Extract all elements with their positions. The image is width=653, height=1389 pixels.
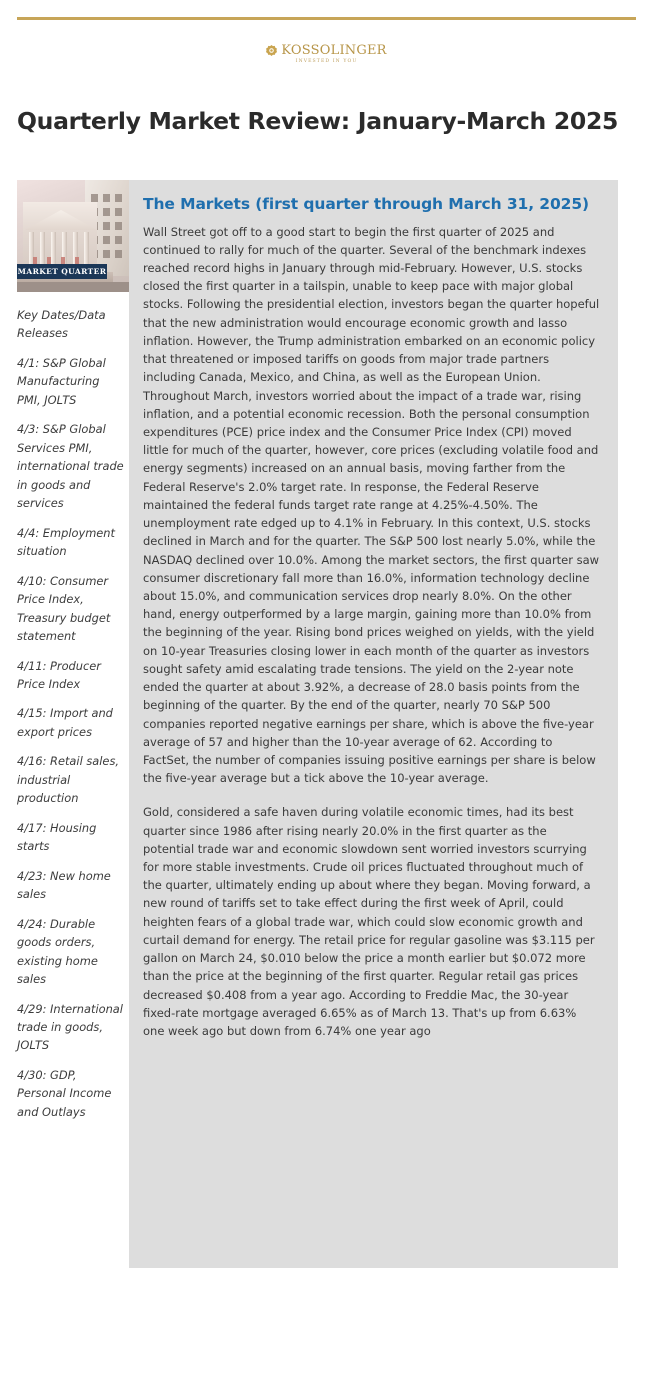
sidebar xyxy=(17,180,129,1132)
list-item: 4/1: S&P Global Manufacturing PMI, JOLTS xyxy=(17,355,106,407)
article-paragraph: Gold, considered a safe haven during volatile economic times, had its best quarter since 1986 after rising nearly 20.0% in the first quarter as the potential trade war and economic slowdown sent worried investors scurrying for more stable investments. Crude oil prices fluctuated throughout much of the quarter, ultimately ending up about where they began. Moving forward, a new round of tariffs set to take effect during the first week of April, could heighten fears of a global trade war, which could slow economic growth and curtail demand for energy. The retail price for regular gasoline was $3.115 per gallon on March 24, $0.010 below the price a month earlier but $0.072 more than the price at the beginning of the first quarter. Regular retail gas prices decreased $0.408 from a year ago. According to Freddie Mac, the 30-year fixed-rate mortgage averaged 6.65% as of March 13. That's up from 6.63% one week ago but down from 6.74% one year ago xyxy=(143,805,595,1039)
brand-logo[interactable] xyxy=(0,44,653,66)
article-paragraph: Wall Street got off to a good start to begin the first quarter of 2025 and continued to rally for much of the quarter. Several of the benchmark indexes reached record highs in January through mid-February. However, U.S. stocks closed the first quarter in a tailspin, unable to keep pace with major global stocks. Following the presidential election, investors began the quarter hopeful that the new administration would encourage economic growth and lasso inflation. However, the Trump administration embarked on an economic policy that threatened or imposed tariffs on goods from major trade partners including Canada, Mexico, and China, as well as the European Union. Throughout March, investors worried about the impact of a trade war, rising inflation, and a potential economic recession. Both the personal consumption expenditures (PCE) price index and the Consumer Price Index (CPI) moved little for much of the quarter, however, core prices (excluding volatile food and energy segments) increased on an annual basis, moving farther from the Federal Reserve's 2.0% target rate. In response, the Federal Reserve maintained the federal funds target rate range at 4.25%-4.50%. The unemployment rate edged up to 4.1% in February. In this context, U.S. stocks declined in March and for the quarter. The S&P 500 lost nearly 5.0%, while the NASDAQ declined over 10.0%. Among the market sectors, the first quarter saw consumer discretionary fall more than 16.0%, information technology decline about 15.0%, and communication services drop nearly 8.0%. On the other hand, energy outperformed by a large margin, gaining more than 10.0% from the beginning of the year. Rising bond prices weighed on yields, with the yield on 10-year Treasuries closing lower in each month of the quarter as investors sought safety amid escalating trade tensions. The yield on the 2-year note ended the quarter at about 3.92%, a decrease of 28.0 basis points from the beginning of the quarter. By the end of the quarter, nearly 70 S&P 500 companies reported negative earnings per share, which is above the five-year average of 57 and higher than the 10-year average of 62. According to FactSet, the number of companies issuing positive earnings per share is below the five-year average but a tick above the 10-year average. xyxy=(143,224,600,786)
brand-name-koss: KOSS xyxy=(281,43,320,58)
list-item: 4/10: Consumer Price Index, Treasury budget statement xyxy=(17,573,111,644)
list-item: 4/23: New home sales xyxy=(17,868,111,902)
list-item: 4/17: Housing starts xyxy=(17,820,97,854)
image-street xyxy=(17,282,129,292)
list-item: 4/11: Producer Price Index xyxy=(17,658,101,691)
list-item: 4/4: Employment situation xyxy=(17,525,115,559)
market-quarter-banner: MARKET QUARTER xyxy=(17,264,107,279)
brand-tagline: INVESTED IN YOU xyxy=(295,59,358,64)
brand-name-olinger: OLINGER xyxy=(319,43,387,58)
list-item: 4/29: International trade in goods, JOLTS xyxy=(17,1001,123,1053)
list-item: 4/3: S&P Global Services PMI, international trade in goods and services xyxy=(17,422,124,511)
market-quarter-image xyxy=(17,180,129,292)
list-item: 4/15: Import and export prices xyxy=(17,706,113,739)
list-item: 4/30: GDP, Personal Income and Outlays xyxy=(17,1067,112,1119)
image-pediment xyxy=(25,210,97,230)
sunburst-medallion-icon xyxy=(266,45,277,56)
content-columns xyxy=(17,180,618,1268)
article-heading: The Markets (first quarter through March 31, 2025) xyxy=(143,195,590,213)
brand-name xyxy=(281,44,386,57)
page-title: Quarterly Market Review: January-March 2025 xyxy=(17,107,619,135)
list-item: 4/24: Durable goods orders, existing home sales xyxy=(17,916,98,987)
list-item: 4/16: Retail sales, industrial production xyxy=(17,754,119,806)
header-gold-rule xyxy=(17,17,636,20)
key-dates-heading: Key Dates/Data Releases xyxy=(17,308,106,341)
key-dates-list xyxy=(17,306,125,1121)
article-panel xyxy=(129,180,618,1268)
